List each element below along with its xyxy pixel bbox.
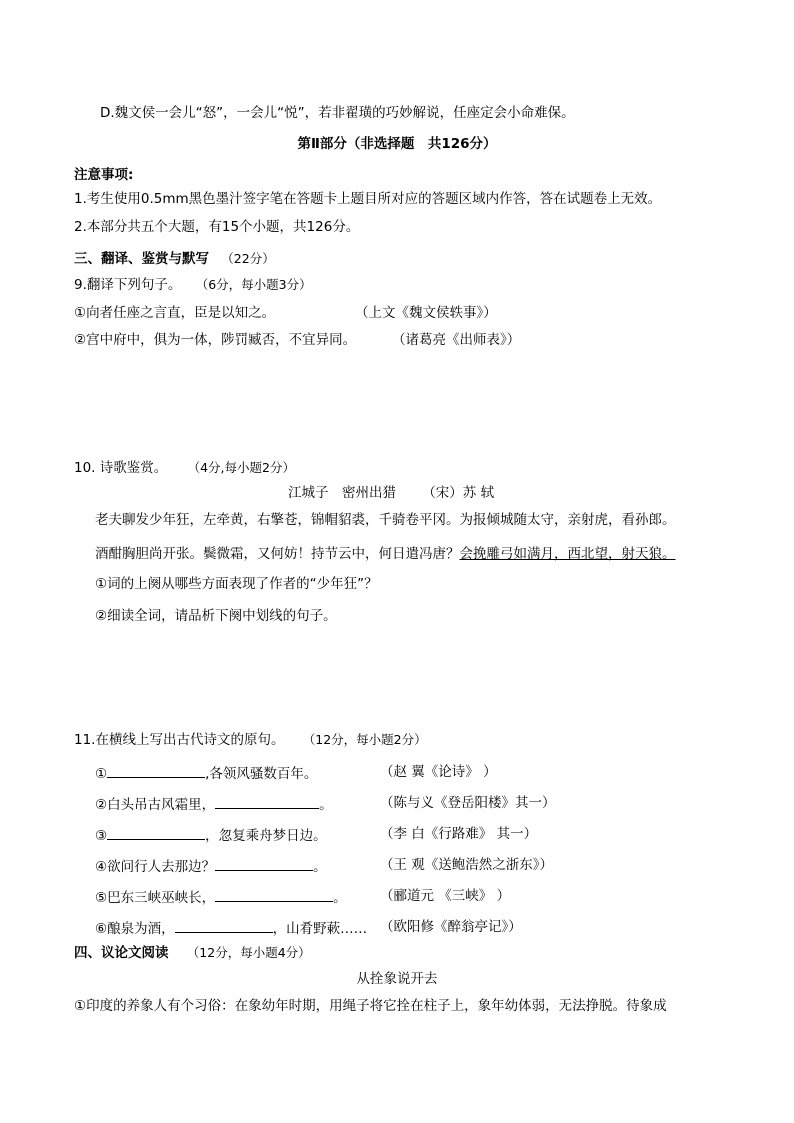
q11-item-5-before: ⑤巴东三峡巫峡长，: [95, 890, 216, 906]
q10-score: （4分,每小题2分）: [187, 460, 295, 475]
q11-item-2: [95, 794, 333, 814]
q11-item-6-blank[interactable]: [175, 918, 273, 933]
notice-heading: 注意事项:: [74, 167, 134, 183]
q11-item-2-source: （陈与义《登岳阳楼》其一）: [380, 795, 556, 811]
notice-item-1: 1.考生使用0.5mm黑色墨汁签字笔在答题卡上题目所对应的答题区域内作答，答在试题卷上无效。: [74, 191, 662, 207]
poem-line-2-underlined: 会挽雕弓如满月，西北望，射天狼。: [459, 546, 676, 562]
q11-item-3-after: ，忽复乘舟梦日边。: [205, 828, 327, 844]
q9-item-1: [74, 304, 275, 322]
q11-item-2-blank[interactable]: [215, 794, 319, 809]
q11-item-4-after: 。: [313, 859, 327, 875]
q11-item-3-source: （李 白《行路难》 其一）: [380, 826, 538, 842]
q11-item-6: [95, 918, 367, 938]
section3-score: （22分）: [221, 251, 275, 266]
q8-option-d: D.魏文侯一会儿“怒”，一会儿“悦”，若非翟璜的巧妙解说，任座定会小命难保。: [100, 105, 575, 121]
q11-item-5-after: 。: [333, 890, 347, 906]
poem-title-line: [288, 484, 494, 502]
q9-item-2: [74, 331, 356, 349]
poem-line-1: 老夫聊发少年狂，左牵黄，右擎苍，锦帽貂裘，千骑卷平冈。为报倾城随太守，亲射虎，看孙郎。: [95, 512, 676, 528]
article-title: 从拴象说开去: [356, 971, 438, 987]
q9-heading: [74, 276, 312, 294]
q10-heading: [74, 459, 295, 477]
q10-stem: 10. 诗歌鉴赏。: [74, 460, 168, 476]
q11-item-1-source: （赵 翼《论诗》 ）: [380, 764, 497, 780]
q11-item-3-before: ③: [95, 828, 108, 844]
q11-item-6-source: （欧阳修《醉翁亭记》）: [380, 919, 522, 935]
section3-heading: [74, 250, 275, 268]
part2-title: 第Ⅱ部分（非选择题 共126分）: [297, 136, 497, 152]
q9-item-2-text: ②宫中府中，俱为一体，陟罚臧否，不宜异同。: [74, 332, 357, 348]
q11-item-5-blank[interactable]: [215, 887, 333, 902]
notice-item-2: 2.本部分共五个大题，有15个小题，共126分。: [74, 219, 360, 235]
q11-heading: [74, 731, 427, 749]
poem-line-2: [95, 545, 676, 563]
q11-item-1: [95, 763, 317, 783]
q11-item-6-after: ，山肴野蔌……: [272, 921, 368, 937]
q9-stem: 9.翻译下列句子。: [74, 277, 182, 293]
q11-item-4-before: ④欲问行人去那边？: [95, 859, 216, 875]
poem-line-2-plain: 酒酣胸胆尚开张。鬓微霜，又何妨！持节云中，何日遣冯唐？: [95, 546, 460, 562]
q11-item-1-blank[interactable]: [107, 763, 205, 778]
section4-score: （12分，每小题4分）: [186, 945, 311, 960]
q11-item-3-blank[interactable]: [107, 825, 205, 840]
article-para-1: ①印度的养象人有个习俗：在象幼年时期，用绳子将它拴在柱子上，象年幼体弱，无法挣脱。待象成: [74, 998, 667, 1014]
q11-item-5-source: （郦道元 《三峡》 ）: [380, 888, 511, 904]
q9-item-1-text: ①向者任座之言直，臣是以知之。: [74, 305, 276, 321]
poem-title: 江城子 密州出猎: [288, 485, 396, 501]
q11-item-6-before: ⑥酿泉为酒，: [95, 921, 175, 937]
section4-title: 四、议论文阅读: [74, 945, 169, 961]
q9-score: （6分，每小题3分）: [195, 277, 312, 292]
q11-item-4-blank[interactable]: [215, 856, 313, 871]
q9-item-2-source: （诸葛亮《出师表》）: [392, 332, 521, 348]
q11-item-1-before: ①: [95, 766, 108, 782]
q9-item-1-source: （上文《魏文侯轶事》）: [355, 305, 497, 321]
q11-stem: 11.在横线上写出古代诗文的原句。: [74, 732, 285, 748]
section4-heading: [74, 944, 311, 962]
q11-item-4-source: （王 观《送鲍浩然之浙东》）: [380, 857, 554, 873]
q10-sub-2: ②细读全词，请品析下阕中划线的句子。: [95, 608, 337, 624]
q10-sub-1: ①词的上阕从哪些方面表现了作者的“少年狂”？: [95, 576, 378, 592]
q11-item-3: [95, 825, 327, 845]
q11-score: （12分，每小题2分）: [302, 732, 427, 747]
poem-author: （宋）苏 轼: [422, 485, 495, 501]
q11-item-1-after: ,各领风骚数百年。: [205, 766, 318, 782]
section3-title: 三、翻译、鉴赏与默写: [74, 251, 209, 267]
q11-item-2-before: ②白头吊古风霜里，: [95, 797, 216, 813]
q11-item-4: [95, 856, 327, 876]
q11-item-2-after: 。: [319, 797, 333, 813]
q11-item-5: [95, 887, 347, 907]
